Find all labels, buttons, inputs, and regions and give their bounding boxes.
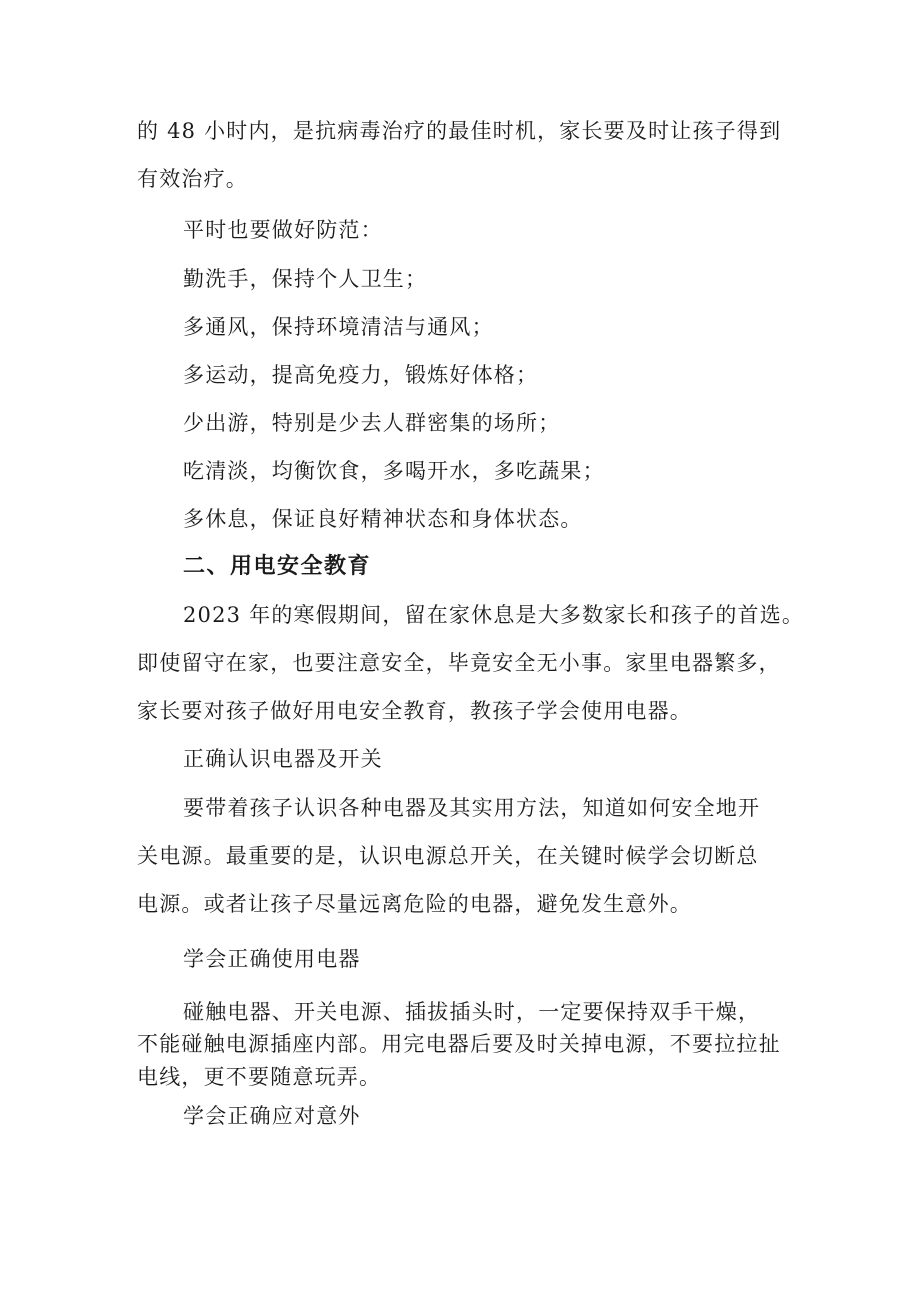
paragraph-line: 关电源。最重要的是，认识电源总开关，在关键时候学会切断总 xyxy=(137,844,759,868)
prevention-item: 少出游，特别是少去人群密集的场所； xyxy=(183,411,561,435)
paragraph-line: 家长要对孩子做好用电安全教育，教孩子学会使用电器。 xyxy=(137,699,692,723)
section-heading: 二、用电安全教育 xyxy=(183,554,372,579)
prevention-item: 多通风，保持环境清洁与通风； xyxy=(183,315,494,339)
paragraph-line: 2023 年的寒假期间，留在家休息是大多数家长和孩子的首选。 xyxy=(183,603,805,627)
prevention-item: 勤洗手，保持个人卫生； xyxy=(183,267,428,291)
paragraph-line: 的 48 小时内，是抗病毒治疗的最佳时机，家长要及时让孩子得到 xyxy=(137,119,782,143)
paragraph-line: 即使留守在家，也要注意安全，毕竟安全无小事。家里电器繁多， xyxy=(137,651,781,675)
subsection-title: 学会正确应对意外 xyxy=(183,1104,361,1128)
prevention-item: 多运动，提高免疫力，锻炼好体格； xyxy=(183,363,539,387)
prevention-item: 吃清淡，均衡饮食，多喝开水，多吃蔬果； xyxy=(183,459,605,483)
paragraph-line: 要带着孩子认识各种电器及其实用方法，知道如何安全地开 xyxy=(183,796,761,820)
paragraph-line: 有效治疗。 xyxy=(137,167,248,191)
paragraph-line: 电线，更不要随意玩弄。 xyxy=(137,1065,382,1089)
prevention-title: 平时也要做好防范： xyxy=(183,218,383,242)
subsection-title: 正确认识电器及开关 xyxy=(183,747,383,771)
paragraph-line: 碰触电器、开关电源、插拔插头时，一定要保持双手干燥， xyxy=(183,1000,761,1024)
paragraph-line: 不能碰触电源插座内部。用完电器后要及时关掉电源，不要拉拉扯 xyxy=(137,1032,781,1056)
paragraph-line: 电源。或者让孩子尽量远离危险的电器，避免发生意外。 xyxy=(137,892,692,916)
subsection-title: 学会正确使用电器 xyxy=(183,947,361,971)
prevention-item: 多休息，保证良好精神状态和身体状态。 xyxy=(183,507,583,531)
